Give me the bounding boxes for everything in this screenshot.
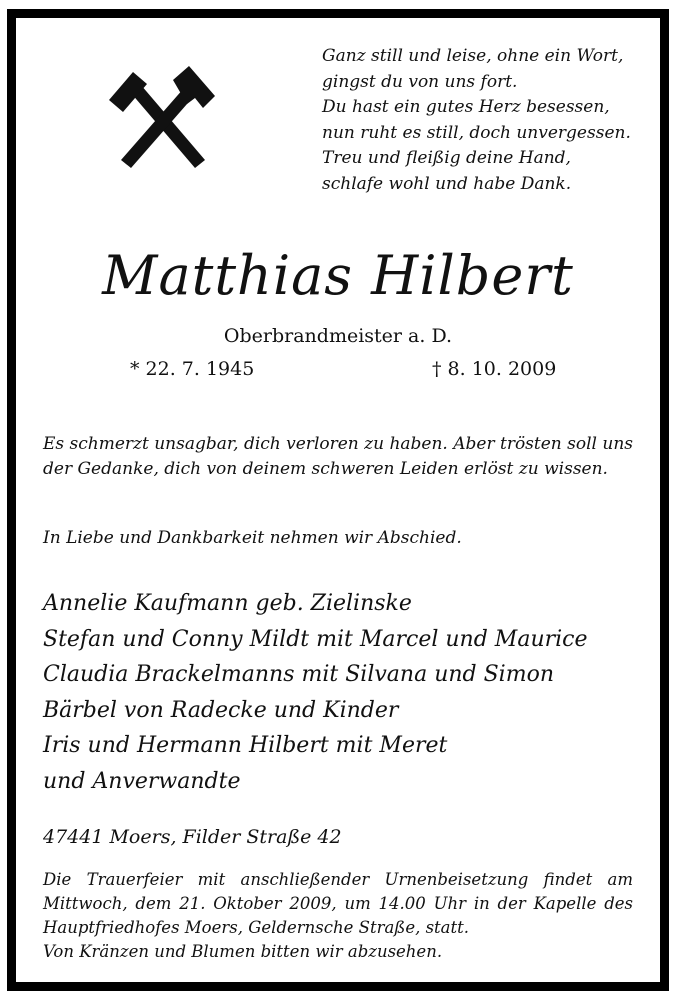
poem-line: Treu und fleißig deine Hand,	[322, 148, 571, 168]
poem-line: gingst du von uns fort.	[322, 71, 518, 92]
ceremony-line: Hauptfriedhofes Moers, Geldernsche Straße, statt.	[43, 918, 470, 937]
family-member: und Anverwandte	[43, 768, 241, 794]
poem-line: nun ruht es still, doch unvergessen.	[322, 122, 631, 143]
family-member: Annelie Kaufmann geb. Zielinske	[43, 591, 412, 616]
poem-line: schlafe wohl und habe Dank.	[322, 173, 572, 194]
family-list	[43, 586, 588, 799]
deceased-title: Oberbrandmeister a. D.	[223, 325, 453, 347]
family-member: Iris und Hermann Hilbert mit Meret	[43, 733, 448, 758]
poem	[322, 44, 631, 197]
condolence-message	[43, 432, 643, 482]
death-date: † 8. 10. 2009	[432, 358, 557, 380]
family-member: Stefan und Conny Mildt mit Marcel und Maurice	[43, 626, 588, 652]
birth-date: * 22. 7. 1945	[130, 358, 255, 380]
message-line: Es schmerzt unsagbar, dich verloren zu haben. Aber trösten soll uns	[43, 434, 634, 454]
poem-line: Du hast ein gutes Herz besessen,	[322, 97, 610, 117]
ceremony-notice	[43, 868, 633, 964]
deceased-name: Matthias Hilbert	[102, 244, 574, 307]
crossed-hammers-icon	[103, 64, 223, 174]
ceremony-line: Von Kränzen und Blumen bitten wir abzusehen.	[43, 942, 443, 961]
family-member: Claudia Brackelmanns mit Silvana und Simon	[43, 662, 554, 687]
message-line: der Gedanke, dich von deinem schweren Leiden erlöst zu wissen.	[43, 459, 608, 479]
ceremony-line: Mittwoch, dem 21. Oktober 2009, um 14.00 Uhr in der Kapelle des	[43, 894, 633, 913]
ceremony-line: Die Trauerfeier mit anschließender Urnenbeisetzung findet am	[43, 870, 633, 889]
farewell-line: In Liebe und Dankbarkeit nehmen wir Abschied.	[43, 528, 462, 548]
family-member: Bärbel von Radecke und Kinder	[43, 697, 399, 723]
poem-line: Ganz still und leise, ohne ein Wort,	[322, 46, 624, 66]
family-address: 47441 Moers, Filder Straße 42	[43, 826, 342, 848]
